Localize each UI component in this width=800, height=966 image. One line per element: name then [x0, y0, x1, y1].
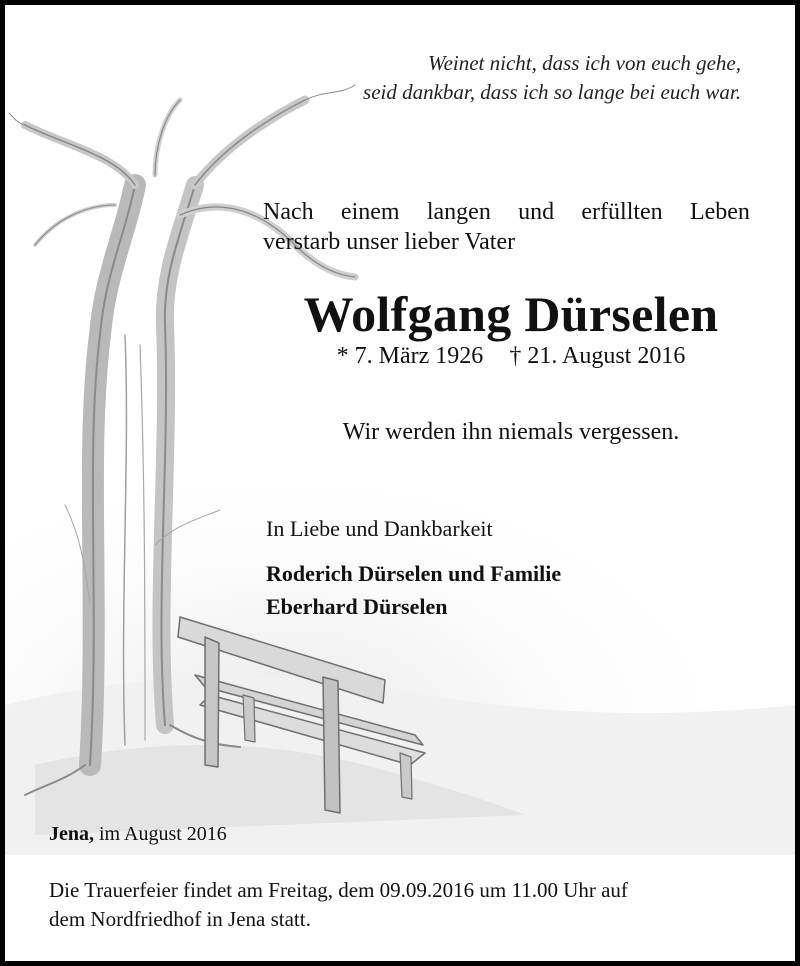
intro-word: Leben — [689, 199, 750, 225]
intro-word: Nach — [263, 199, 314, 225]
remembrance-line: Wir werden ihn niemals vergessen. — [342, 419, 680, 445]
place-name: Jena, — [49, 823, 94, 845]
mourner-2: Eberhard Dürselen — [266, 594, 448, 619]
intro-word: und — [518, 199, 555, 225]
intro-line-2: verstarb unser lieber Vater — [263, 229, 516, 255]
funeral-line-2: dem Nordfriedhof in Jena statt. — [49, 907, 311, 931]
motto-quote — [221, 49, 741, 107]
birth-date: * 7. März 1926 — [336, 343, 484, 369]
date-text: im August 2016 — [99, 823, 227, 845]
death-date: † 21. August 2016 — [509, 343, 686, 369]
motto-line-2: seid dankbar, dass ich so lange bei euch war. — [363, 80, 741, 104]
intro-line-1 — [263, 197, 750, 227]
intro-text — [263, 197, 750, 257]
tree-bench-illustration — [5, 5, 795, 961]
mourners-intro: In Liebe und Dankbarkeit — [266, 516, 493, 541]
place-date — [49, 823, 227, 846]
life-dates — [241, 343, 781, 370]
funeral-line-1: Die Trauerfeier findet am Freitag, dem 09.09.2016 um 11.00 Uhr auf — [49, 878, 628, 902]
motto-line-1: Weinet nicht, dass ich von euch gehe, — [428, 51, 741, 75]
intro-word: einem — [340, 199, 400, 225]
intro-word: langen — [426, 199, 491, 225]
mourner-1: Roderich Dürselen und Familie — [266, 561, 562, 586]
intro-word: erfüllten — [581, 199, 663, 225]
deceased-name: Wolfgang Dürselen — [303, 286, 719, 342]
funeral-notice — [49, 876, 759, 934]
